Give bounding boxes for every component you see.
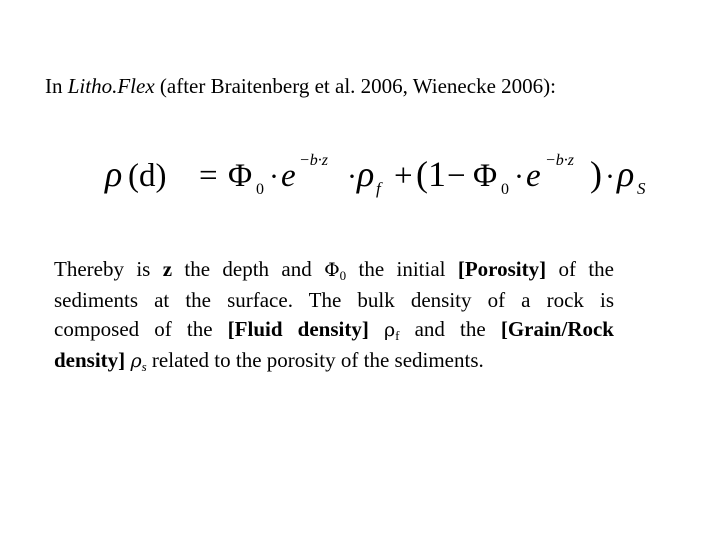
formula-lhs-rho: ρ [105, 154, 123, 194]
grain-density-term-cont: density] [54, 348, 126, 372]
formula-rho-s: ρ [617, 154, 635, 194]
formula-plus: + [394, 158, 413, 194]
fluid-density-term: [Fluid density] [227, 317, 369, 341]
formula-lhs-arg: (d) [128, 158, 167, 194]
text-segment: related to the porosity of the sediments. [146, 348, 484, 372]
grain-density-term: [Grain/Rock [500, 317, 614, 341]
formula-dot-1: · [269, 160, 279, 193]
depth-symbol: z [162, 257, 173, 281]
formula-phi-2: Φ [473, 158, 498, 194]
formula-rho-s-sub: S [637, 179, 646, 198]
paragraph-line-2: sediments at the surface. The bulk density of a rock is [54, 288, 614, 312]
text-segment: composed of the [54, 317, 228, 341]
text-segment: of the [546, 257, 614, 281]
porosity-symbol: Φ [324, 259, 340, 281]
heading-suffix: (after Braitenberg et al. 2006, Wienecke 2006): [154, 74, 556, 98]
formula-dot-3: · [514, 160, 524, 193]
text-segment: and the [399, 317, 501, 341]
grain-density-symbol: ρ [130, 350, 142, 372]
formula-exp-2: −b·z [545, 152, 575, 169]
grain-density-symbol-subscript: s [141, 359, 147, 374]
text-segment: the depth and [172, 257, 325, 281]
porosity-term: [Porosity] [457, 257, 547, 281]
density-formula [0, 0, 720, 240]
formula-minus: − [447, 158, 466, 194]
formula-e-1: e [281, 158, 296, 194]
paragraph-line-4 [54, 346, 614, 377]
heading-title: Litho.Flex [67, 74, 155, 98]
formula-e-2: e [526, 158, 541, 194]
formula-rho-f-sub: f [376, 179, 381, 198]
paragraph-line-1 [54, 255, 614, 286]
formula-exp-1: −b·z [299, 152, 329, 169]
formula-dot-2: · [347, 160, 357, 193]
formula-dot-4: · [605, 160, 615, 193]
text-segment: Thereby is [54, 257, 163, 281]
formula-rho-f: ρ [357, 154, 375, 194]
formula-equals: = [199, 158, 218, 194]
text-segment: the initial [346, 257, 458, 281]
fluid-density-symbol-subscript: f [395, 328, 400, 343]
porosity-symbol-subscript: 0 [339, 268, 347, 283]
fluid-density-symbol: ρ [383, 319, 396, 341]
formula-paren-open: (1 [416, 154, 446, 194]
formula-phi-1: Φ [228, 158, 253, 194]
formula-phi-2-sub: 0 [501, 181, 509, 198]
paragraph-line-3 [54, 315, 614, 346]
formula-phi-1-sub: 0 [256, 181, 264, 198]
description-paragraph [54, 255, 614, 377]
formula-paren-close: ) [590, 154, 602, 194]
heading-prefix: In [45, 74, 68, 98]
